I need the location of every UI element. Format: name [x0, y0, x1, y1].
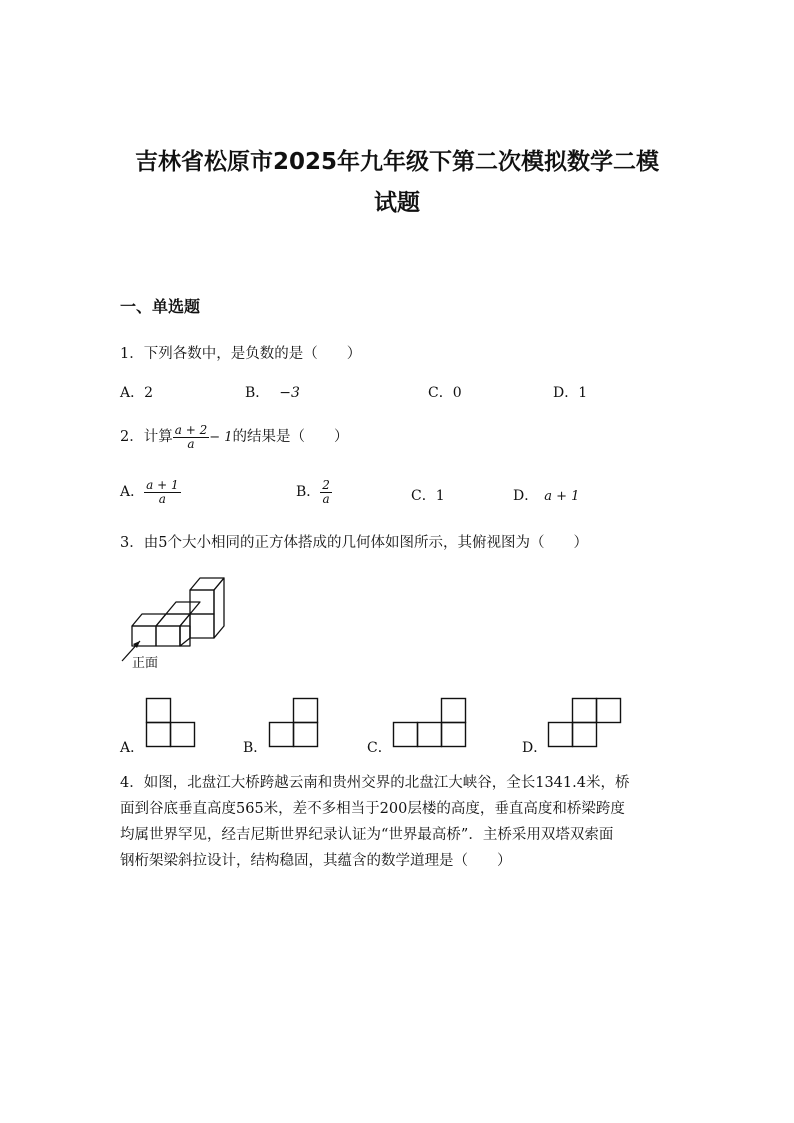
q4-line-3: 均属世界罕见，经吉尼斯世界纪录认证为“世界最高桥”．主桥采用双塔双索面 [120, 827, 614, 843]
q1-option-a: A．2 [120, 385, 154, 401]
question-2-stem [120, 424, 349, 450]
q2-option-a-fraction [144, 479, 180, 505]
q3-option-d-figure [547, 697, 623, 749]
q3-option-d-label: D． [522, 740, 548, 756]
q3-option-c-label: C． [367, 740, 392, 756]
q2-stem-suffix: 的结果是（ ） [232, 429, 349, 446]
q2-option-d-label: D． [513, 488, 539, 504]
q2-b-den: a [322, 491, 330, 506]
q1-option-b-label: B． [245, 385, 270, 401]
q1-option-c: C．0 [428, 385, 462, 401]
question-4-stem [120, 770, 680, 874]
q3-option-c-figure [392, 697, 468, 749]
q1-option-d: D．1 [553, 385, 588, 401]
q2-option-a-label: A． [120, 484, 145, 501]
q1-option-b-value: −3 [279, 385, 300, 401]
page-title: 吉林省松原市2025年九年级下第二次模拟数学二模 [134, 149, 659, 175]
q2-option-b-label: B． [296, 484, 321, 501]
q2-stem-prefix: 2．计算 [120, 429, 173, 446]
q2-a-den: a [158, 491, 166, 506]
q3-option-b-figure [268, 697, 320, 749]
q2-stem-frac-den: a [187, 436, 195, 451]
q2-option-a [120, 479, 181, 505]
q2-a-num: a + 1 [146, 478, 179, 492]
q2-b-num: 2 [322, 478, 330, 492]
question-3-stem: 3．由5个大小相同的正方体搭成的几何体如图所示，其俯视图为（ ） [120, 535, 588, 551]
q2-option-b-fraction [320, 479, 332, 505]
q3-option-b-label: B． [243, 740, 268, 756]
q2-option-d-value: a + 1 [544, 489, 580, 504]
q2-stem-fraction [173, 424, 209, 450]
q2-stem-minus: − 1 [209, 430, 233, 446]
cubes-3d-figure [118, 575, 238, 675]
q1-option-b [245, 382, 300, 402]
page-title-line2: 试题 [374, 190, 420, 216]
q2-option-d [513, 485, 579, 505]
q4-line-1: 4．如图，北盘江大桥跨越云南和贵州交界的北盘江大峡谷，全长1341.4米，桥 [120, 775, 630, 791]
section-heading: 一、单选题 [120, 297, 201, 316]
q4-line-2: 面到谷底垂直高度565米，差不多相当于200层楼的高度，垂直高度和桥梁跨度 [120, 801, 625, 817]
q2-option-c: C．1 [411, 488, 445, 504]
q3-option-a-figure [145, 697, 197, 749]
q2-stem-frac-num: a + 2 [174, 423, 208, 437]
question-1-stem: 1．下列各数中，是负数的是（ ） [120, 346, 362, 362]
front-label: 正面 [132, 656, 159, 671]
q2-option-b [296, 479, 332, 505]
q3-option-a-label: A． [120, 740, 145, 756]
q4-line-4: 钢桁架梁斜拉设计，结构稳固，其蕴含的数学道理是（ ） [120, 853, 512, 869]
